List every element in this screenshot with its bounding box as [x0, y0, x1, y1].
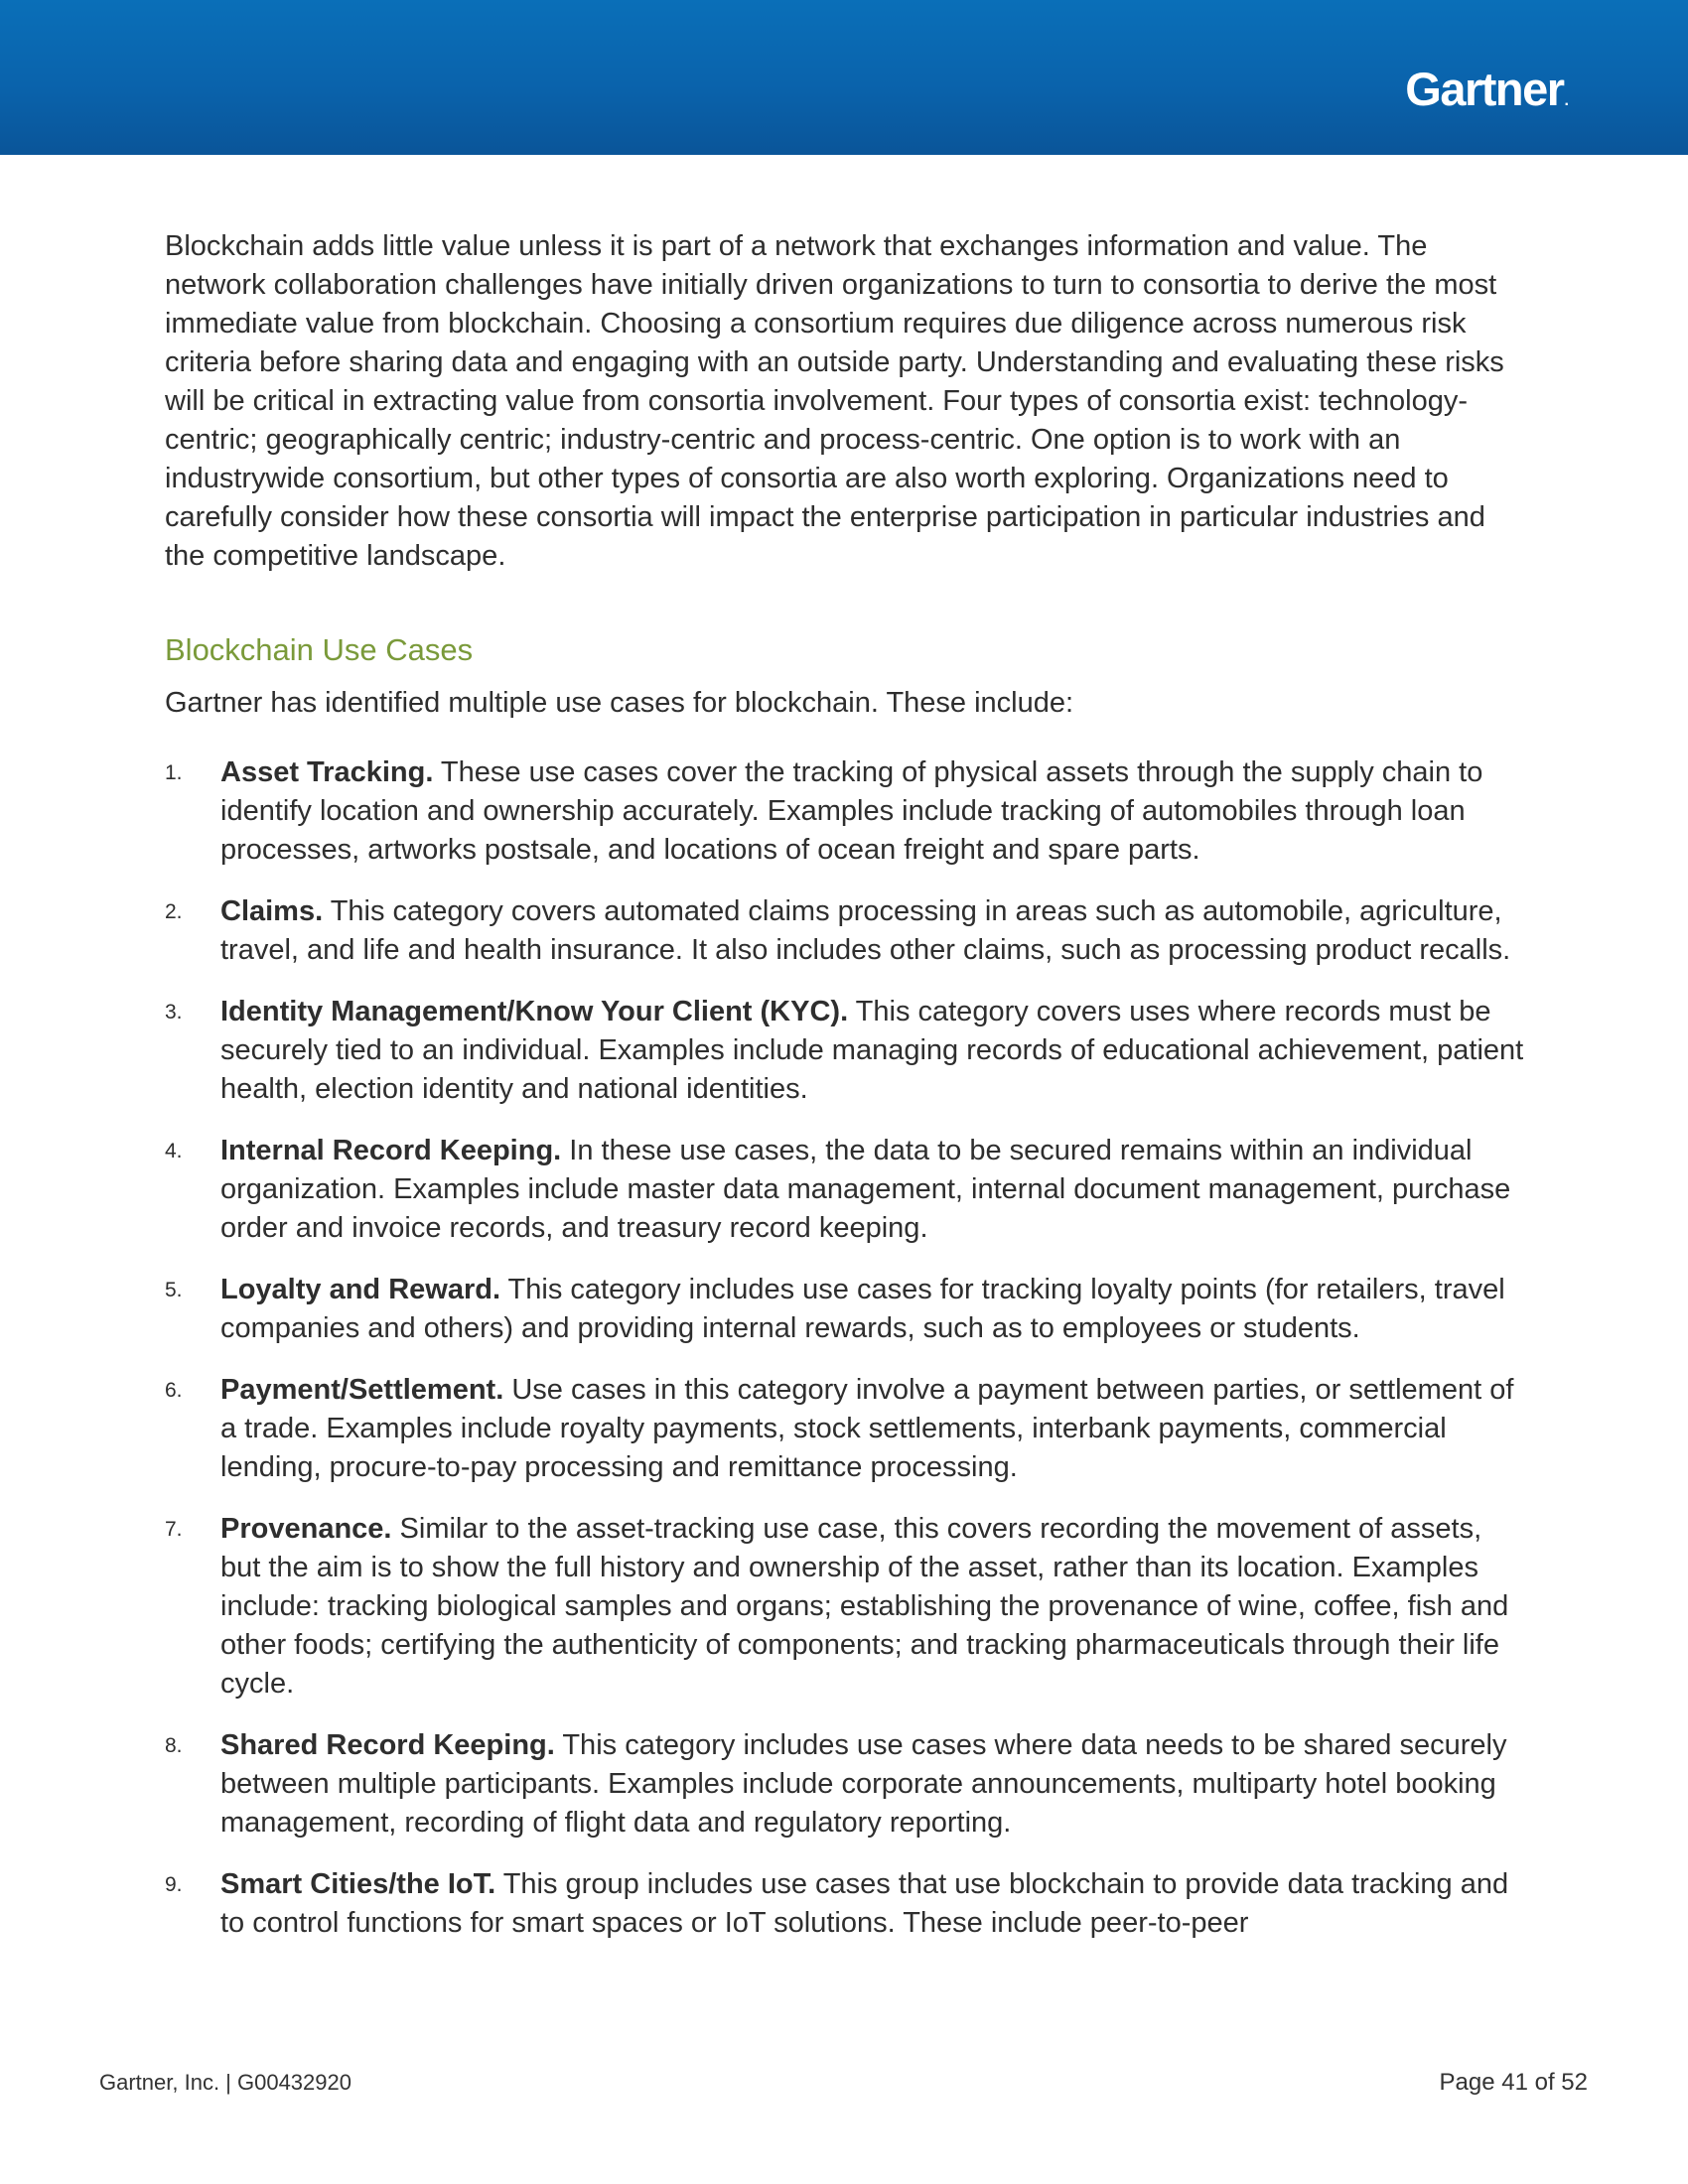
logo-text: Gartner [1405, 63, 1564, 115]
footer-doc-id: Gartner, Inc. | G00432920 [99, 2070, 352, 2095]
list-item [165, 1726, 1525, 1843]
list-item-title: Identity Management/Know Your Client (KYC). [220, 996, 849, 1027]
list-item [165, 1865, 1525, 1943]
intro-paragraph: Blockchain adds little value unless it is part of a network that exchanges information and value. The network collaboration challenges have initially driven organizations to turn to consortia to derive the most immediate value from blockchain. Choosing a consortium requires due diligence across numerous risk criteria before sharing data and engaging with an outside party. Understanding and evaluating these risks will be critical in extracting value from consortia involvement. Four types of consortia exist: technology-centric; geographically centric; industry-centric and process-centric. One option is to work with an industrywide consortium, but other types of consortia are also worth exploring. Organizations need to carefully consider how these consortia will impact the enterprise participation in particular industries and the competitive landscape. [165, 230, 1504, 572]
page-content [165, 227, 1525, 1966]
list-item-title: Shared Record Keeping. [220, 1729, 555, 1761]
list-item-text: This group includes use cases that use blockchain to provide data tracking and to control functions for smart spaces or IoT solutions. These include peer-to-peer [220, 1868, 1509, 1939]
list-item [165, 1271, 1525, 1348]
list-item-title: Loyalty and Reward. [220, 1274, 501, 1305]
list-item [165, 1132, 1525, 1248]
list-item-text: This category covers automated claims processing in areas such as automobile, agriculture, travel, and life and health insurance. It also includes other claims, such as processing product recalls. [220, 895, 1511, 966]
list-item-number: 7. [165, 1518, 183, 1541]
gartner-logo [1405, 63, 1569, 115]
use-case-list [165, 753, 1525, 1943]
list-item-text: These use cases cover the tracking of physical assets through the supply chain to identify location and ownership accurately. Examples include tracking of automobiles through loan processes, artworks postsale, and locations of ocean freight and spare parts. [220, 756, 1483, 866]
list-item-text: Similar to the asset-tracking use case, this covers recording the movement of assets, but the aim is to show the full history and ownership of the asset, rather than its location. Examples include: tracking biological samples and organs; establishing the provenance of wine, coffee, fish and other foods; certifying the authenticity of components; and tracking pharmaceuticals through their life cycle. [220, 1513, 1509, 1700]
footer-page-number: Page 41 of 52 [1439, 2069, 1588, 2096]
section-heading: Blockchain Use Cases [165, 632, 474, 667]
list-item-number: 6. [165, 1379, 183, 1402]
logo-dot: . [1564, 92, 1569, 109]
list-item-number: 1. [165, 761, 183, 784]
list-item-number: 5. [165, 1279, 183, 1301]
list-item-text: In these use cases, the data to be secured remains within an individual organization. Examples include master data management, internal document management, purchase order and invoice records, and treasury record keeping. [220, 1135, 1511, 1244]
header-band [0, 0, 1688, 155]
list-item-title: Internal Record Keeping. [220, 1135, 562, 1166]
list-item-text: This category covers uses where records must be securely tied to an individual. Examples include managing records of educational achievement, patient health, election identity and national identities. [220, 996, 1524, 1105]
list-item-title: Smart Cities/the IoT. [220, 1868, 496, 1900]
list-item-text: Use cases in this category involve a payment between parties, or settlement of a trade. Examples include royalty payments, stock settlements, interbank payments, commercial lending, procure-to-pay processing and remittance processing. [220, 1374, 1514, 1483]
list-item-number: 8. [165, 1734, 183, 1757]
list-item-text: This category includes use cases for tracking loyalty points (for retailers, travel companies and others) and providing internal rewards, such as to employees or students. [220, 1274, 1505, 1344]
lead-paragraph: Gartner has identified multiple use cases for blockchain. These include: [165, 687, 1074, 719]
list-item [165, 753, 1525, 870]
list-item-title: Asset Tracking. [220, 756, 434, 788]
list-item-number: 9. [165, 1873, 183, 1896]
list-item [165, 1371, 1525, 1487]
list-item-title: Claims. [220, 895, 324, 927]
list-item [165, 993, 1525, 1109]
list-item-number: 3. [165, 1001, 183, 1024]
list-item [165, 1510, 1525, 1704]
list-item-title: Provenance. [220, 1513, 392, 1545]
list-item [165, 892, 1525, 970]
list-item-text: This category includes use cases where data needs to be shared securely between multiple participants. Examples include corporate announcements, multiparty hotel booking management, recording of flight data and regulatory reporting. [220, 1729, 1507, 1839]
list-item-title: Payment/Settlement. [220, 1374, 504, 1406]
list-item-number: 2. [165, 900, 183, 923]
list-item-number: 4. [165, 1140, 183, 1162]
